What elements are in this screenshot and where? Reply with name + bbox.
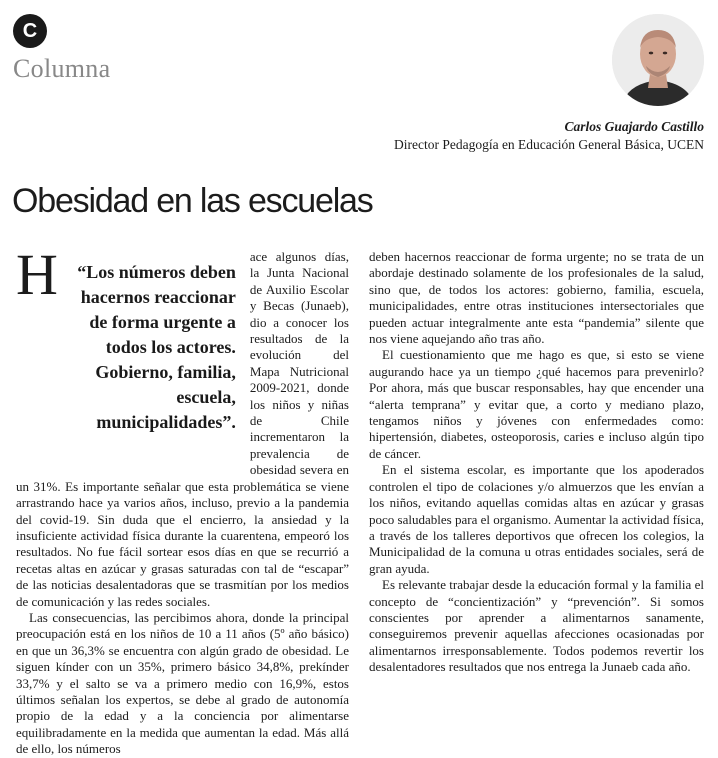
column-badge-icon: C: [13, 14, 47, 48]
paragraph: [16, 242, 349, 610]
author-role: Director Pedagogía en Educación General Básica, UCEN: [393, 137, 704, 152]
dropcap: H: [16, 242, 58, 307]
pull-quote: “Los números deben hacernos reaccionar de forma urgente a todos los actores. Gobierno, familia, escuela, municipalidades”.: [77, 262, 236, 432]
paragraph: En el sistema escolar, es importante que los apoderados controlen el tipo de colaciones y/o almuerzos que les envían a los niños, evitando aquellas comidas altas en azúcar y grasas poco saludables para el organismo. Aumentar la actividad física, a través de los talleres deportivos que ofrecen los colegios, la Municipalidad de la comuna u otras entidades sociales, será de gran ayuda.: [369, 462, 704, 576]
paragraph: deben hacernos reaccionar de forma urgente; no se trata de un abordaje destinado solamente de los profesionales de la salud, sino que, de todos los actores: gobierno, familia, escuela, municipalidades, entre otras instituciones intersectoriales que pueden actuar integralmente ante esta “pandemia” silente que nos viene aquejando año tras año.: [369, 249, 704, 347]
paragraph: El cuestionamiento que me hago es que, si esto se viene augurando hace ya un tiempo ¿qué hacemos para prevenirlo? Por ahora, más que buscar responsables, hay que encender una “alerta temprana” y evitar que, a corto y mediano plazo, tengamos niños y jóvenes con enfermedades como: hipertensión, diabetes, osteoporosis, caries e incluso algún tipo de cáncer.: [369, 347, 704, 461]
article-title: Obesidad en las escuelas: [12, 182, 373, 220]
article-column-right: [369, 249, 704, 676]
paragraph: Es relevante trabajar desde la educación formal y la familia el concepto de “concientización” y “prevención”. Si somos conscientes por aprender a alimentarnos sanamente, conseguiremos prevenir aquellas afecciones ocasionadas por alimentarnos irresponsablemente. Todos podemos revertir los desalentadores resultados que nos entrega la Junaeb cada año.: [369, 577, 704, 675]
author-block: [394, 118, 704, 154]
section-label: Columna: [13, 54, 111, 83]
article-column-left: [16, 242, 349, 758]
author-name: Carlos Guajardo Castillo: [564, 119, 704, 134]
author-photo: [612, 14, 704, 106]
paragraph: Las consecuencias, las percibimos ahora, donde la principal preocupación está en los niños de 10 a 11 años (5º año básico) en que un 36,3% se encuentra con algún grado de obesidad. Le siguen kínder con un 35%, primero básico 34,8%, prekínder 33,7% y el salto se va a primero medio con 16,9%, estos últimos señalan los expertos, se debe al grado de autonomía propio de la edad y a la conciencia por alimentarse equilibradamente en la medida que aumentan la edad. Más allá de ello, los números: [16, 609, 349, 757]
paragraph-text: ace algunos días, la Junta Nacional de Auxilio Escolar y Becas (Junaeb), dio a conocer los resultados de la evolución del Mapa Nutricional 2009-2021, donde los niños y niñas de Chile incrementaron la prevalencia de obesidad severa en un 31%. Es importante señalar que esta problemática se viene arrastrando hace ya varios años, incluso, previo a la pandemia del covid-19. Sin duda que el encierro, la ansiedad y la insuficiente actividad física durante la cuarentena, empeoró los resultados. No fue fácil sortear esos días en que se recurrió a recetas altas en azúcar y grasas saturadas con tal de “escapar” de las noticias desalentadoras que se trasmitían por los medios de comunicación y las redes sociales.: [16, 249, 349, 609]
